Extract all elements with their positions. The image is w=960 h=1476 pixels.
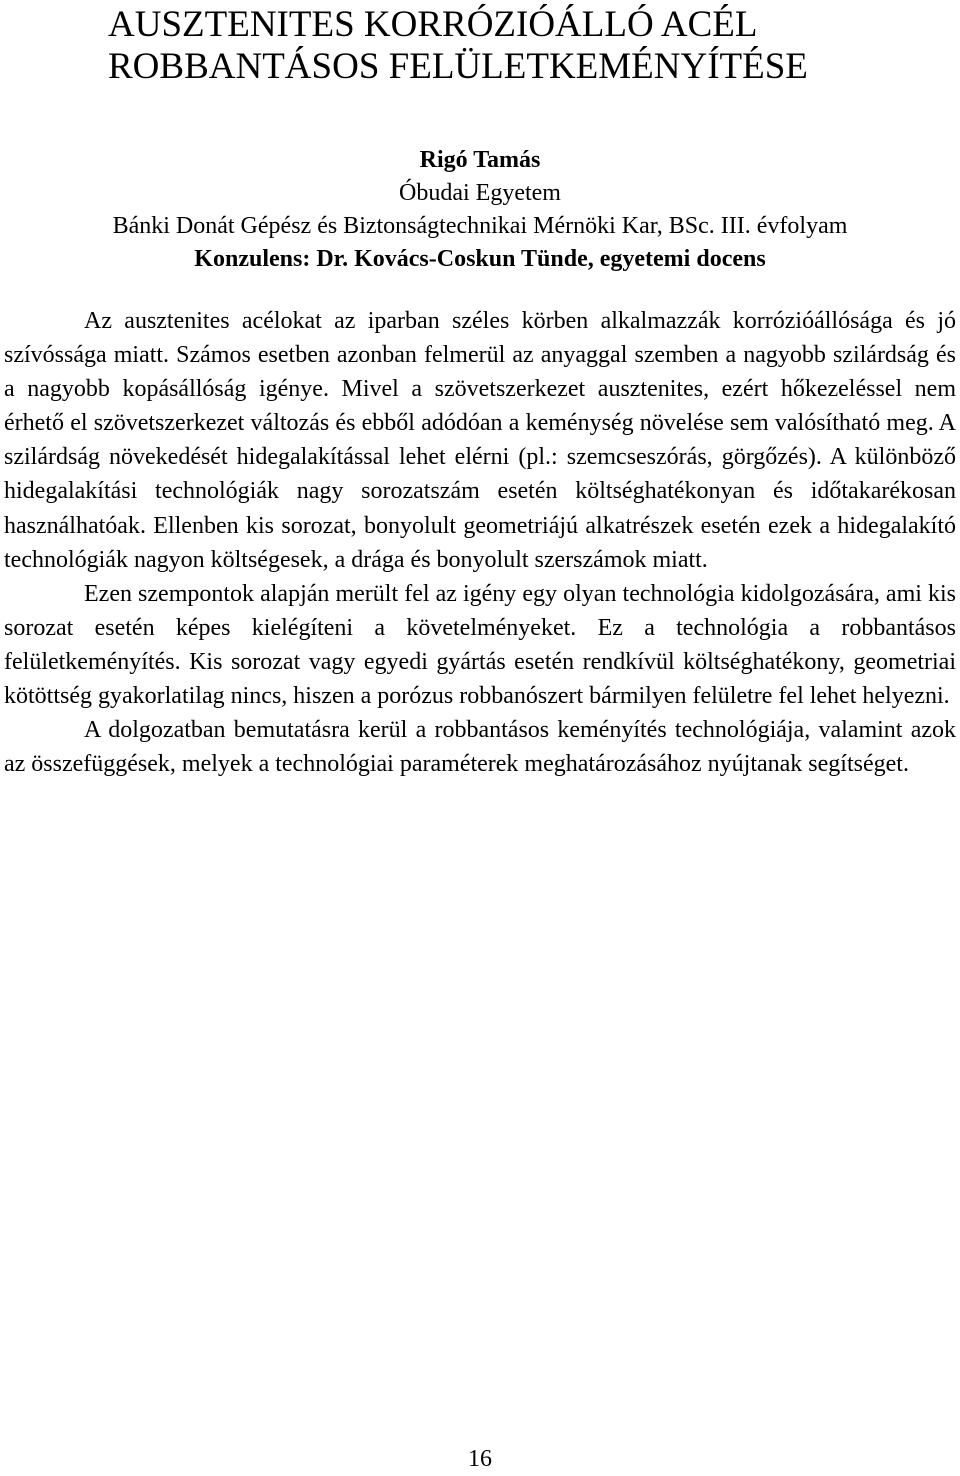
- author-block: [4, 144, 956, 276]
- author-consultant: Konzulens: Dr. Kovács-Coskun Tünde, egyetemi docens: [194, 246, 766, 272]
- author-name: Rigó Tamás: [419, 147, 541, 173]
- paper-title: [4, 4, 956, 88]
- abstract-paragraph-1: Az ausztenites acélokat az iparban széles körben alkalmazzák korrózióállósága és jó szívóssága miatt. Számos esetben azonban felmerül az anyaggal szemben a nagyobb szilárdság és a nagyobb kopásállóság igénye. Mivel a szövetszerkezet ausztenites, ezért hőkezeléssel nem érhető el szövetszerkezet változás és ebből adódóan a keménység növelése sem valósítható meg. A szilárdság növekedését hidegalakítással lehet elérni (pl.: szemcseszórás, görgőzés). A különböző hidegalakítási technológiák nagy sorozatszám esetén költséghatékonyan és időtakarékosan használhatóak. Ellenben kis sorozat, bonyolult geometriájú alkatrészek esetén ezek a hidegalakító technológiák nagyon költségesek, a drága és bonyolult szerszámok miatt.: [4, 308, 956, 573]
- abstract-paragraph-3: A dolgozatban bemutatásra kerül a robbantásos keményítés technológiája, valamint azok az összefüggések, melyek a technológiai paraméterek meghatározásához nyújtanak segítséget.: [4, 717, 956, 778]
- author-faculty: Bánki Donát Gépész és Biztonságtechnikai Mérnöki Kar, BSc. III. évfolyam: [112, 213, 848, 239]
- abstract-body: [4, 304, 956, 781]
- paper-title-line-1: AUSZTENITES KORRÓZIÓÁLLÓ ACÉL: [108, 4, 758, 45]
- paper-title-line-2: ROBBANTÁSOS FELÜLETKEMÉNYÍTÉSE: [108, 46, 808, 87]
- page-number: 16: [468, 1446, 492, 1472]
- abstract-paragraph-2: Ezen szempontok alapján merült fel az igény egy olyan technológia kidolgozására, ami kis sorozat esetén képes kielégíteni a követelményeket. Ez a technológia a robbantásos felületkeményítés. Kis sorozat vagy egyedi gyártás esetén rendkívül költséghatékony, geometriai kötöttség gyakorlatilag nincs, hiszen a porózus robbanószert bármilyen felületre fel lehet helyezni.: [4, 580, 956, 710]
- author-university: Óbudai Egyetem: [399, 180, 561, 206]
